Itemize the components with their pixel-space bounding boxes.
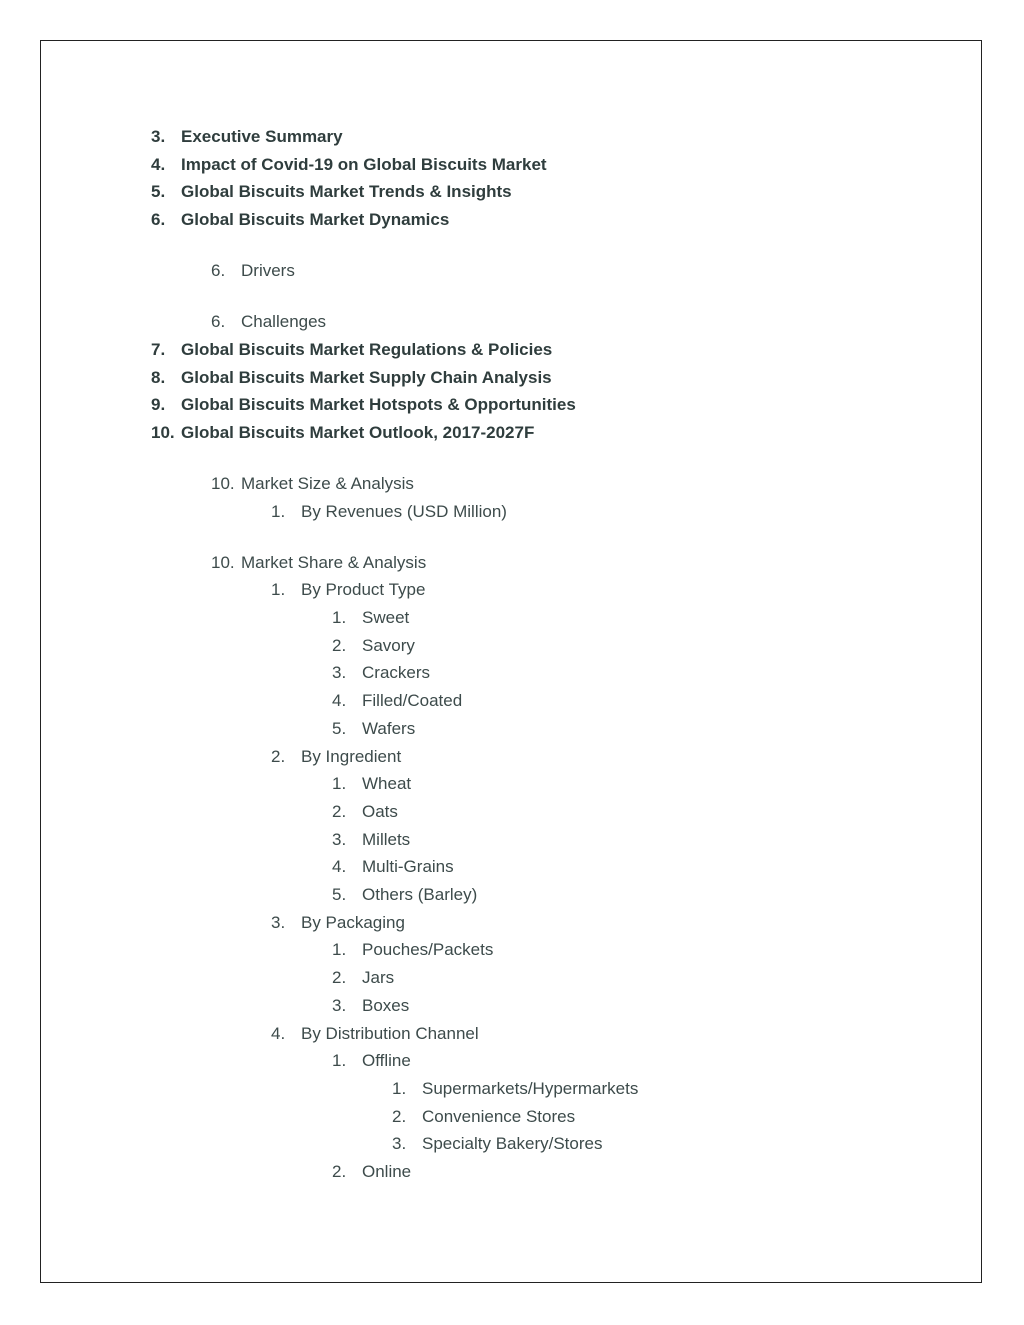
toc-entry-title: By Distribution Channel [301, 1023, 479, 1043]
toc-entry-number: 4. [271, 1023, 286, 1043]
toc-entry-title: Offline [362, 1051, 411, 1071]
toc-entry-title: Convenience Stores [422, 1106, 576, 1126]
toc-entry-title: Executive Summary [181, 127, 343, 146]
toc-entry-title: Others (Barley) [362, 885, 478, 904]
toc-entry-number: 5. [332, 718, 347, 738]
toc-entry-title: Jars [362, 968, 395, 988]
toc-entry-title: By Ingredient [301, 746, 402, 766]
toc-entry-title: Filled/Coated [362, 691, 463, 711]
toc-entry-number: 2. [332, 801, 347, 821]
toc-entry-number: 4. [332, 857, 347, 877]
document-page [40, 40, 982, 1283]
toc-entry-title: Online [362, 1162, 412, 1181]
toc-entry-number: 1. [271, 501, 286, 521]
toc-entry-title: Global Biscuits Market Dynamics [181, 210, 450, 230]
toc-entry-title: Wheat [362, 774, 412, 794]
toc-entry-title: Supermarkets/Hypermarkets [422, 1078, 639, 1098]
toc-entry-title: Specialty Bakery/Stores [422, 1134, 603, 1154]
toc-entry-number: 6. [211, 312, 226, 332]
toc-entry-title: Global Biscuits Market Supply Chain Analysis [181, 367, 552, 387]
toc-entry-title: By Product Type [301, 580, 426, 600]
toc-entry-number: 1. [332, 608, 347, 627]
toc-entry-number: 1. [332, 1051, 347, 1071]
toc-entry-number: 2. [332, 635, 347, 655]
toc-entry-title: Millets [362, 829, 411, 849]
toc-entry-number: 9. [151, 395, 166, 415]
toc-entry-title: Market Share & Analysis [241, 552, 427, 572]
toc-entry-number: 1. [332, 774, 347, 794]
table-of-contents [41, 41, 981, 1282]
toc-entry-number: 10. [211, 473, 235, 493]
toc-entry-title: Global Biscuits Market Trends & Insights [181, 182, 512, 202]
toc-entry-number: 7. [151, 339, 166, 359]
toc-entry-title: By Revenues (USD Million) [301, 501, 507, 521]
toc-entry-title: Market Size & Analysis [241, 473, 414, 493]
toc-entry-number: 3. [271, 912, 286, 932]
toc-entry-number: 3. [392, 1134, 407, 1154]
toc-entry-number: 2. [271, 746, 286, 766]
toc-entry-number: 2. [332, 1162, 347, 1181]
toc-entry-title: Sweet [362, 608, 410, 627]
toc-entry-title: Global Biscuits Market Hotspots & Opportunities [181, 395, 576, 415]
toc-entry-number: 5. [332, 885, 347, 904]
toc-entry-title: Oats [362, 801, 398, 821]
toc-entry-number: 4. [151, 154, 166, 174]
toc-entry-title: Drivers [241, 261, 295, 281]
toc-entry-title: By Packaging [301, 912, 405, 932]
toc-entry-title: Boxes [362, 995, 410, 1015]
toc-entry-title: Wafers [362, 718, 416, 738]
toc-entry-number: 3. [332, 663, 347, 683]
toc-entry-title: Savory [362, 635, 415, 655]
toc-entry-number: 2. [392, 1106, 407, 1126]
toc-entry-number: 4. [332, 691, 347, 711]
toc-entry-number: 3. [151, 127, 166, 146]
toc-entry-title: Global Biscuits Market Regulations & Policies [181, 339, 553, 359]
toc-entry-number: 6. [151, 210, 166, 230]
toc-entry-number: 5. [151, 182, 166, 202]
toc-entry-title: Challenges [241, 312, 327, 332]
toc-entry-title: Crackers [362, 663, 431, 683]
toc-entry-number: 1. [332, 940, 347, 960]
toc-entry-number: 6. [211, 261, 226, 281]
toc-entry-number: 3. [332, 829, 347, 849]
toc-entry-number: 1. [392, 1078, 407, 1098]
toc-entry-number: 8. [151, 367, 166, 387]
toc-entry-number: 10. [151, 422, 175, 442]
toc-entry-number: 3. [332, 995, 347, 1015]
toc-entry-title: Global Biscuits Market Outlook, 2017-2027F [181, 422, 535, 442]
toc-entry-number: 1. [271, 580, 286, 600]
toc-entry-title: Multi-Grains [362, 857, 454, 877]
toc-entry-title: Impact of Covid-19 on Global Biscuits Market [181, 154, 547, 174]
toc-entry-number: 2. [332, 968, 347, 988]
toc-entry-title: Pouches/Packets [362, 940, 494, 960]
toc-entry-number: 10. [211, 552, 235, 572]
